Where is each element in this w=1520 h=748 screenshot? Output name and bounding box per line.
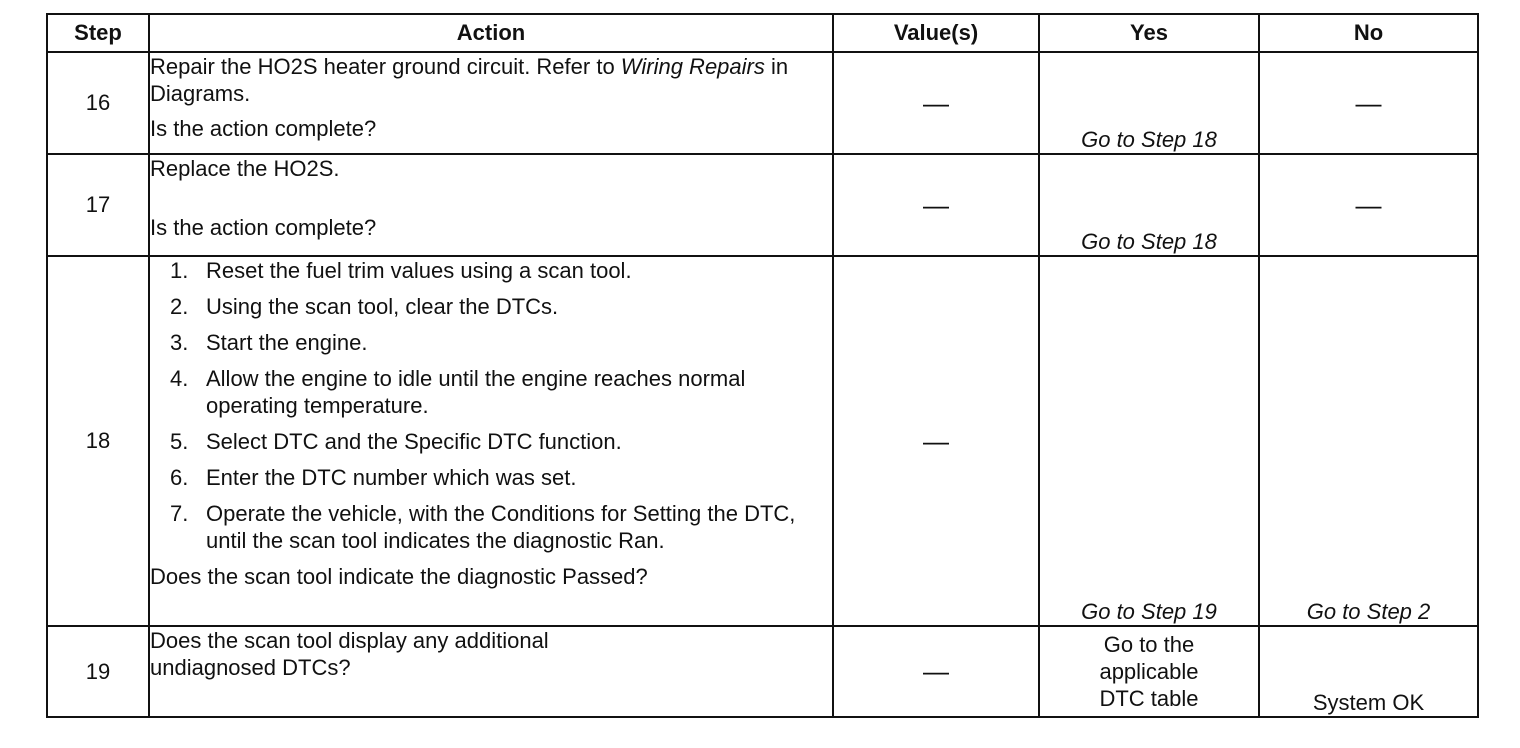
table-row	[47, 626, 1478, 717]
procedure-item: 7. Operate the vehicle, with the Conditions for Setting the DTC, until the scan tool indicates the diagnostic Ran.	[170, 501, 796, 553]
procedure-item: 6. Enter the DTC number which was set.	[170, 465, 577, 490]
wiring-repairs-reference: Wiring Repairs	[620, 54, 765, 79]
value-cell: —	[833, 256, 1039, 626]
yes-cell: Go to Step 19	[1039, 256, 1259, 626]
header-step: Step	[47, 14, 149, 52]
procedure-item: 4. Allow the engine to idle until the engine reaches normal operating temperature.	[170, 366, 746, 418]
procedure-item: 1. Reset the fuel trim values using a scan tool.	[170, 258, 632, 283]
action-question: Does the scan tool display any additional undiagnosed DTCs?	[150, 628, 549, 680]
value-cell: —	[833, 52, 1039, 154]
no-cell: System OK	[1259, 626, 1478, 717]
header-no: No	[1259, 14, 1478, 52]
value-cell: —	[833, 154, 1039, 256]
action-question: Is the action complete?	[150, 215, 377, 240]
procedure-item: 5. Select DTC and the Specific DTC function.	[170, 429, 622, 454]
table-row	[47, 154, 1478, 256]
action-question: Does the scan tool indicate the diagnostic Passed?	[150, 564, 648, 589]
action-text: Replace the HO2S.	[150, 156, 340, 181]
yes-cell: Go to the applicable DTC table	[1039, 626, 1259, 717]
table-row	[47, 52, 1478, 154]
step-number: 17	[47, 154, 149, 256]
step-number: 18	[47, 256, 149, 626]
action-cell	[149, 626, 833, 717]
action-cell	[149, 52, 833, 154]
table-row	[47, 256, 1478, 626]
procedure-list	[150, 257, 832, 554]
header-row	[47, 14, 1478, 52]
no-cell: —	[1259, 52, 1478, 154]
action-cell	[149, 256, 833, 626]
step-number: 19	[47, 626, 149, 717]
yes-cell: Go to Step 18	[1039, 52, 1259, 154]
action-question: Is the action complete?	[150, 116, 377, 141]
header-action: Action	[149, 14, 833, 52]
no-cell: —	[1259, 154, 1478, 256]
yes-cell: Go to Step 18	[1039, 154, 1259, 256]
procedure-item: 3. Start the engine.	[170, 330, 368, 355]
no-cell: Go to Step 2	[1259, 256, 1478, 626]
action-text: Repair the HO2S heater ground circuit. Refer to Wiring Repairs in Diagrams.	[150, 54, 789, 106]
procedure-item: 2. Using the scan tool, clear the DTCs.	[170, 294, 559, 319]
header-yes: Yes	[1039, 14, 1259, 52]
step-number: 16	[47, 52, 149, 154]
value-cell: —	[833, 626, 1039, 717]
action-cell	[149, 154, 833, 256]
header-values: Value(s)	[833, 14, 1039, 52]
diagnostic-table	[46, 13, 1479, 718]
